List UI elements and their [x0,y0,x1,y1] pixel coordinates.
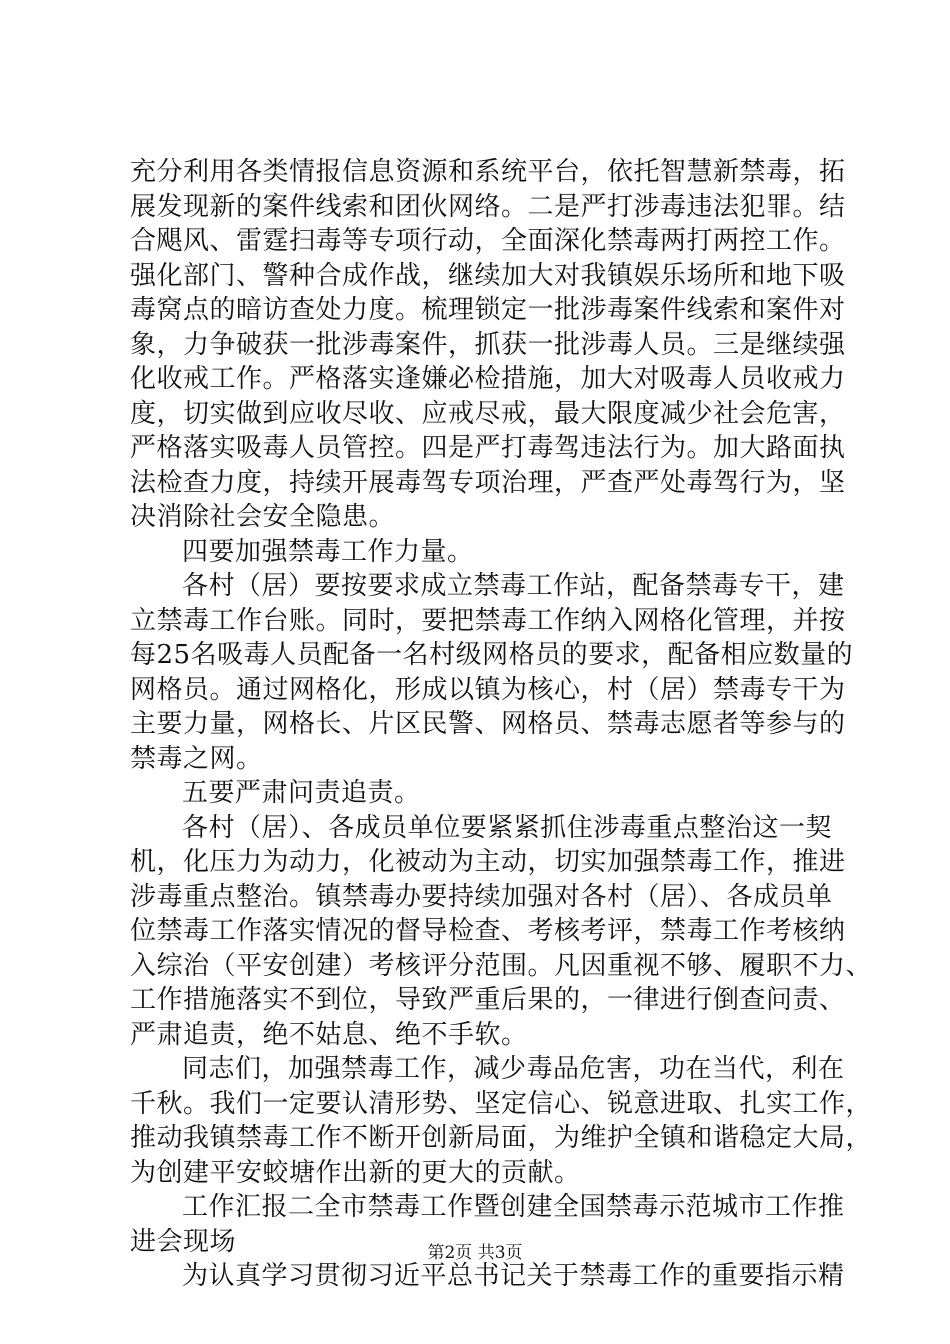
text-line: 涉毒重点整治。镇禁毒办要持续加强对各村（居）、各成员单 [130,881,833,912]
text-line: 推动我镇禁毒工作不断开创新局面，为维护全镇和谐稳定大局， [130,1123,873,1153]
text-line: 工作汇报二全市禁毒工作暨创建全国禁毒示范城市工作推 [182,1192,845,1222]
text-line: 主要力量，网格长、片区民警、网格员、禁毒志愿者等参与的 [130,709,846,739]
text-line: 法检查力度，持续开展毒驾专项治理，严查严处毒驾行为，坚 [130,467,846,498]
text-line: 度，切实做到应收尽收、应戒尽戒，最大限度减少社会危害， [130,398,846,429]
text-line: 机，化压力为动力，化被动为主动，切实加强禁毒工作，推进 [130,847,846,877]
text-line: 毒窝点的暗访查处力度。梳理锁定一批涉毒案件线索和案件对 [130,295,846,325]
document-body [130,155,873,1294]
page-number-footer: 第2页 共3页 [427,1243,523,1263]
text-line: 各村（居）、各成员单位要紧紧抓住涉毒重点整治这一契 [182,812,832,843]
text-line: 禁毒之网。 [130,743,263,774]
text-line: 决消除社会安全隐患。 [130,502,396,532]
text-line: 强化部门、警种合成作战，继续加大对我镇娱乐场所和地下吸 [130,260,846,291]
text-line: 化收戒工作。严格落实逢嫌必检措施，加大对吸毒人员收戒力 [130,364,846,394]
text-line: 各村（居）要按要求成立禁毒工作站，配备禁毒专干，建 [182,571,845,601]
text-line: 同志们，加强禁毒工作，减少毒品危害，功在当代，利在 [182,1054,845,1084]
text-line: 充分利用各类情报信息资源和系统平台，依托智慧新禁毒，拓 [130,157,846,187]
text-line: 每25名吸毒人员配备一名村级网格员的要求，配备相应数量的 [130,640,854,670]
text-line: 严肃追责，绝不姑息、绝不手软。 [130,1019,528,1050]
section-heading: 四要加强禁毒工作力量。 [182,536,474,567]
text-line: 展发现新的案件线索和团伙网络。二是严打涉毒违法犯罪。结 [130,191,846,222]
text-line: 合飓风、雷霆扫毒等专项行动，全面深化禁毒两打两控工作。 [130,226,846,256]
text-line: 为认真学习贯彻习近平总书记关于禁毒工作的重要指示精 [182,1261,845,1291]
text-line: 位禁毒工作落实情况的督导检查、考核考评，禁毒工作考核纳 [130,916,846,946]
text-line: 为创建平安蛟塘作出新的更大的贡献。 [130,1157,581,1188]
text-line: 入综治（平安创建）考核评分范围。凡因重视不够、履职不力、 [130,950,873,981]
text-line: 进会现场 [130,1226,237,1257]
text-line: 工作措施落实不到位，导致严重后果的，一律进行倒查问责、 [130,985,846,1015]
text-line: 严格落实吸毒人员管控。四是严打毒驾违法行为。加大路面执 [130,433,846,463]
text-line: 象，力争破获一批涉毒案件，抓获一批涉毒人员。三是继续强 [130,329,846,360]
section-heading: 五要严肃问责追责。 [182,778,421,808]
text-line: 千秋。我们一定要认清形势、坚定信心、锐意进取、扎实工作， [130,1088,873,1119]
text-line: 网格员。通过网格化，形成以镇为核心，村（居）禁毒专干为 [130,674,846,705]
text-line: 立禁毒工作台账。同时，要把禁毒工作纳入网格化管理，并按 [130,605,846,636]
